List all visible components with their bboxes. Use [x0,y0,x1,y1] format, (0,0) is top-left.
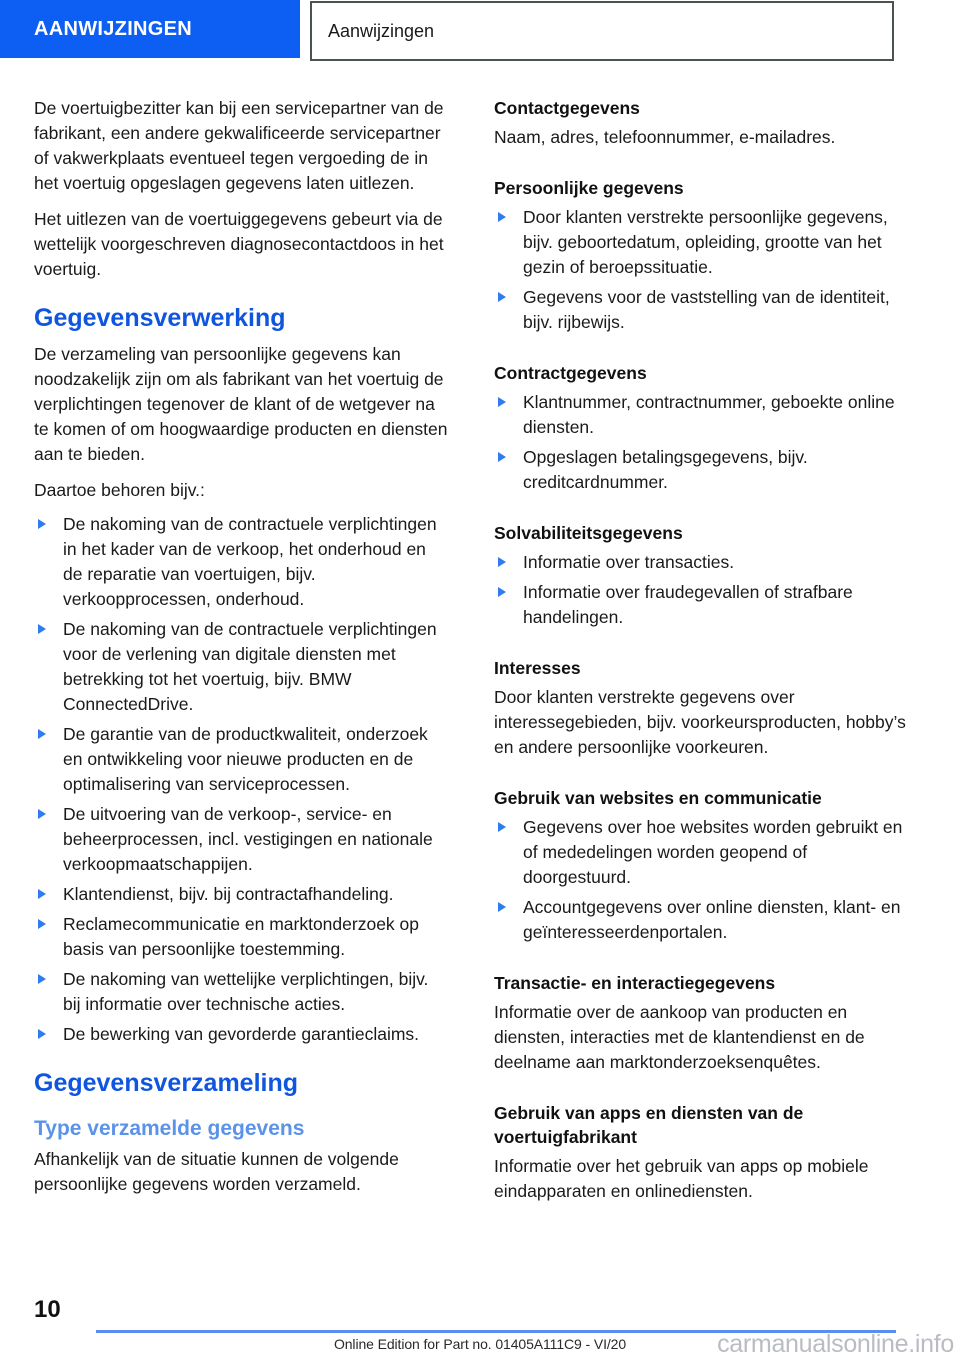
breadcrumb [310,1,894,61]
list-item-label: Informatie over fraudegevallen of strafbare handelingen. [523,582,853,627]
list-item-label: De nakoming van de contractuele verplichtingen in het kader van de verkoop, het onderhoud en de reparatie van voertuigen, bijv. verkoopprocessen, onderhoud. [63,514,437,609]
block-heading: Gebruik van apps en diensten van de voertuigfabrikant [494,1103,804,1147]
block-heading: Contactgegevens [494,98,640,118]
watermark: carmanualsonline.info [717,1330,954,1358]
section-title: Gegevensverwerking [34,304,286,332]
page-columns [0,96,960,1215]
paragraph: Afhankelijk van de situatie kunnen de volgende persoonlijke gegevens worden verzameld. [34,1149,399,1194]
bullet-list [494,550,910,630]
footer-edition-text: Online Edition for Part no. 01405A111C9 - VI/20 [333,1336,627,1352]
triangle-bullet-icon [38,729,46,739]
block-heading: Contractgegevens [494,363,647,383]
list-item-label: De garantie van de productkwaliteit, onderzoek en ontwikkeling voor nieuwe producten en de optimalisering van serviceprocessen. [63,724,428,794]
triangle-bullet-icon [38,809,46,819]
list-item [494,390,910,440]
list-item [494,205,910,280]
triangle-bullet-icon [38,919,46,929]
triangle-bullet-icon [498,902,506,912]
triangle-bullet-icon [498,397,506,407]
list-item-label: Gegevens over hoe websites worden gebruikt en of mededelingen worden geopend of doorgestuurd. [523,817,903,887]
list-item-label: Klantnummer, contractnummer, geboekte online diensten. [523,392,895,437]
list-item-label: Door klanten verstrekte persoonlijke gegevens, bijv. geboortedatum, opleiding, grootte van het gezin of beroepssituatie. [523,207,888,277]
triangle-bullet-icon [498,557,506,567]
list-item [34,802,450,877]
list-item [34,722,450,797]
subsection-title: Type verzamelde gegevens [34,1117,305,1140]
list-item-label: Gegevens voor de vaststelling van de identiteit, bijv. rijbewijs. [523,287,890,332]
paragraph: Informatie over het gebruik van apps op mobiele eindapparaten en onlinediensten. [494,1156,869,1201]
list-item [494,580,910,630]
block-heading: Transactie- en interactiegegevens [494,973,776,993]
block-heading: Solvabiliteitsgegevens [494,523,683,543]
triangle-bullet-icon [38,1029,46,1039]
bullet-list [494,390,910,495]
page-footer [0,1290,960,1362]
list-item-label: Reclamecommunicatie en marktonderzoek op basis van persoonlijke toestemming. [63,914,419,959]
list-item [34,617,450,717]
triangle-bullet-icon [38,519,46,529]
list-item [34,882,450,907]
header-section-tab-label: AANWIJZINGEN [34,17,193,40]
list-item [494,285,910,335]
list-item-label: De nakoming van wettelijke verplichtingen, bijv. bij informatie over technische acties. [63,969,429,1014]
list-item-label: De bewerking van gevorderde garantieclaims. [63,1024,420,1044]
triangle-bullet-icon [498,822,506,832]
header-section-tab [0,0,300,58]
paragraph: De verzameling van persoonlijke gegevens kan noodzakelijk zijn om als fabrikant van het voertuig de verplichtingen tegenover de klant of de wetgever na te komen of om hoogwaardige producten en diensten aan te bieden. [34,344,448,464]
section-title: Gegevensverzameling [34,1069,299,1097]
triangle-bullet-icon [38,624,46,634]
list-item [494,895,910,945]
bullet-list [34,512,450,1047]
bullet-list [494,815,910,945]
page-header [0,0,960,64]
paragraph: Daartoe behoren bijv.: [34,480,205,500]
triangle-bullet-icon [498,292,506,302]
list-item-label: Accountgegevens over online diensten, klant- en geïnteresseerdenportalen. [523,897,901,942]
list-item [34,512,450,612]
list-item-label: Opgeslagen betalingsgegevens, bijv. creditcardnummer. [523,447,808,492]
page-number: 10 [34,1296,61,1323]
list-item-label: Informatie over transacties. [523,552,735,572]
triangle-bullet-icon [498,212,506,222]
block-heading: Persoonlijke gegevens [494,178,684,198]
paragraph: De voertuigbezitter kan bij een servicepartner van de fabrikant, een andere gekwalificeerde servicepartner of vakwerkplaats eventueel tegen vergoeding de in het voertuig opgeslagen gegevens laten uitlezen. [34,98,444,193]
triangle-bullet-icon [38,889,46,899]
breadcrumb-label: Aanwijzingen [328,20,435,41]
triangle-bullet-icon [498,587,506,597]
paragraph: Door klanten verstrekte gegevens over interessegebieden, bijv. voorkeursproducten, hobby’s en andere persoonlijke voorkeuren. [494,687,906,757]
bullet-list [494,205,910,335]
list-item [494,550,910,575]
left-column [34,96,450,1215]
list-item [34,912,450,962]
right-column [494,96,910,1215]
block-heading: Gebruik van websites en communicatie [494,788,822,808]
list-item [34,967,450,1017]
list-item-label: Klantendienst, bijv. bij contractafhandeling. [63,884,394,904]
paragraph: Informatie over de aankoop van producten en diensten, interacties met de klantendienst en de deelname aan marktonderzoeksenquêtes. [494,1002,865,1072]
list-item [494,445,910,495]
list-item [494,815,910,890]
paragraph: Naam, adres, telefoonnummer, e-mailadres. [494,127,836,147]
block-heading: Interesses [494,658,581,678]
paragraph: Het uitlezen van de voertuiggegevens gebeurt via de wettelijk voorgeschreven diagnosecontactdoos in het voertuig. [34,209,444,279]
list-item [34,1022,450,1047]
list-item-label: De uitvoering van de verkoop-, service- en beheerprocessen, incl. vestigingen en nationale verkoopmaatschappijen. [63,804,433,874]
triangle-bullet-icon [38,974,46,984]
triangle-bullet-icon [498,452,506,462]
list-item-label: De nakoming van de contractuele verplichtingen voor de verlening van digitale diensten met betrekking tot het voertuig, bijv. BMW ConnectedDrive. [63,619,437,714]
